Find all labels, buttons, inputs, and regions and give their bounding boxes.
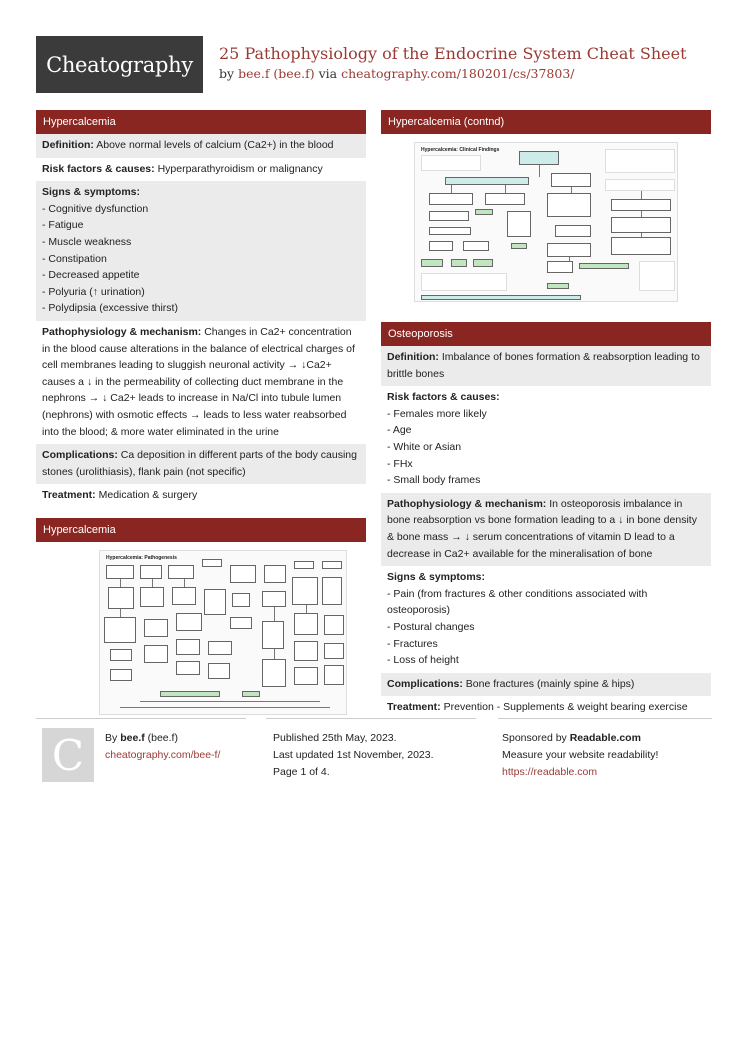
flowchart-connector: [641, 233, 642, 237]
flowchart-node: [104, 617, 136, 643]
list-item: - Fatigue: [42, 219, 84, 232]
flowchart-connector: [274, 607, 275, 621]
flowchart-node: [160, 691, 220, 697]
flowchart-node: [176, 661, 200, 675]
by-prefix: by: [219, 66, 235, 81]
treatment-label: Treatment:: [387, 701, 441, 714]
figure-container: [36, 542, 366, 725]
signs-row: [381, 566, 711, 673]
definition-label: Definition:: [42, 139, 94, 151]
flowchart-node: [324, 665, 344, 685]
author-avatar[interactable]: [42, 728, 94, 782]
complications-text: Bone fractures (mainly spine & hips): [465, 677, 635, 690]
footer-author: [105, 730, 220, 764]
sponsor-line: [502, 730, 658, 747]
flowchart-node: [421, 259, 443, 267]
flowchart-node: [168, 565, 194, 579]
flowchart-node: [262, 659, 286, 687]
list-item: - Polydipsia (excessive thirst): [42, 302, 178, 315]
flowchart-node: [324, 643, 344, 659]
right-column: [381, 110, 711, 730]
list-item: - Cognitive dysfunction: [42, 202, 149, 215]
logo-text: Cheatography: [46, 52, 193, 77]
flowchart-node: [429, 193, 473, 205]
flowchart-node: [611, 237, 671, 255]
flowchart-node: [555, 225, 591, 237]
section-heading: Hypercalcemia (contnd): [381, 110, 711, 134]
page-title: 25 Pathophysiology of the Endocrine System Cheat Sheet: [219, 44, 687, 63]
sponsor-tagline: Measure your website readability!: [502, 749, 659, 761]
flowchart-node: [294, 641, 318, 661]
by-prefix: By: [105, 732, 118, 744]
flowchart-node: [605, 149, 675, 173]
list-item: - Age: [387, 424, 412, 437]
list-item: - Muscle weakness: [42, 235, 132, 248]
flowchart-connector: [569, 257, 570, 261]
list-item: - Loss of height: [387, 654, 459, 667]
flowchart-node: [551, 173, 591, 187]
flowchart-node: [639, 261, 675, 291]
footer-divider: [36, 718, 246, 719]
author-name[interactable]: bee.f: [120, 732, 145, 744]
flowchart-node: [324, 615, 344, 635]
flowchart-node: [262, 621, 284, 649]
cheatography-logo[interactable]: [36, 36, 203, 93]
flowchart-node: [547, 283, 569, 289]
clinical-findings-flowchart: [414, 142, 678, 302]
flowchart-node: [611, 199, 671, 211]
flowchart-node: [429, 241, 453, 251]
complications-label: Complications:: [42, 449, 118, 462]
flowchart-node: [519, 151, 559, 165]
via-text: via: [318, 66, 338, 81]
footer-dates: [273, 730, 434, 781]
treatment-row: [381, 696, 711, 720]
pathophysiology-text: Changes in Ca2+ concentration in the blood cause alterations in the balance of electrical charges of cell membranes leading to sluggish neuronal activity → ↓Ca2+ causes a ↓ in the permeability of collecting duct membrane in the nephrons → ↓ Ca2+ leads to increase in Na/Cl into tubule lumen (nephrons) with osmotic effects → leads to less water reabsorbed into the blood; & more water eliminated in the urine: [42, 325, 355, 438]
pathophysiology-label: Pathophysiology & mechanism:: [387, 497, 547, 510]
flowchart-node: [176, 613, 202, 631]
signs-label: Signs & symptoms:: [42, 186, 141, 199]
avatar-letter: C: [51, 730, 85, 780]
flowchart-node: [230, 565, 256, 583]
definition-row: [381, 346, 711, 386]
pathophysiology-text: In osteoporosis imbalance in bone reabsorption vs bone formation leading to a ↓ in bone density & bone mass → ↓ serum concentrations of vitamin D lead to a decrease in Ca2+ available for the mineralisation of bone: [387, 497, 697, 560]
flowchart-node: [264, 565, 286, 583]
risk-label: Risk factors & causes:: [387, 391, 500, 404]
flowchart-node: [611, 217, 671, 233]
signs-label: Signs & symptoms:: [387, 571, 486, 584]
flowchart-node: [230, 617, 252, 629]
flowchart-connector: [505, 185, 506, 193]
list-item: - Females more likely: [387, 407, 487, 420]
flowchart-node: [605, 179, 675, 191]
flowchart-node: [232, 593, 250, 607]
flowchart-node: [140, 587, 164, 607]
flowchart-connector: [120, 609, 121, 617]
flowchart-connector: [274, 649, 275, 659]
author-link[interactable]: bee.f (bee.f): [238, 66, 315, 81]
sponsor-link[interactable]: https://readable.com: [502, 766, 598, 778]
figure-container: [381, 134, 711, 312]
osteoporosis-section: [381, 322, 711, 720]
flowchart-node: [106, 565, 134, 579]
complications-label: Complications:: [387, 677, 463, 690]
flowchart-node: [176, 639, 200, 655]
flowchart-node: [294, 613, 318, 635]
flowchart-connector: [120, 579, 121, 587]
flowchart-connector: [184, 579, 185, 587]
flowchart-node: [485, 193, 525, 205]
flowchart-node: [547, 193, 591, 217]
flowchart-node: [292, 577, 318, 605]
flowchart-node: [473, 259, 493, 267]
footer-divider: [498, 718, 712, 719]
flowchart-node: [547, 243, 591, 257]
flowchart-node: [421, 273, 507, 291]
risk-text: Hyperparathyroidism or malignancy: [157, 162, 323, 175]
definition-text: Imbalance of bones formation & reabsorption leading to brittle bones: [387, 351, 700, 380]
flowchart-node: [108, 587, 134, 609]
list-item: - Pain (from fractures & other conditions associated with osteoporosis): [387, 587, 648, 617]
sponsor-name[interactable]: Readable.com: [569, 732, 641, 744]
flowchart-node: [421, 155, 481, 171]
flowchart-connector: [120, 707, 330, 708]
footer-sponsor: [502, 730, 658, 781]
flowchart-connector: [152, 579, 153, 587]
flowchart-node: [204, 589, 226, 615]
list-item: - White or Asian: [387, 440, 462, 453]
pathophysiology-row: [36, 321, 366, 444]
flowchart-node: [475, 209, 493, 215]
flowchart-node: [421, 295, 581, 300]
signs-row: [36, 181, 366, 321]
footer-divider: [266, 718, 476, 719]
list-item: - Small body frames: [387, 474, 481, 487]
flowchart-node: [429, 211, 469, 221]
complications-row: [381, 673, 711, 697]
flowchart-node: [242, 691, 260, 697]
definition-row: [36, 134, 366, 158]
published-date: Published 25th May, 2023.: [273, 732, 397, 744]
risk-label: Risk factors & causes:: [42, 162, 155, 175]
flowchart-node: [208, 663, 230, 679]
flowchart-connector: [641, 211, 642, 217]
flowchart-node: [429, 227, 471, 235]
flowchart-node: [507, 211, 531, 237]
list-item: - Decreased appetite: [42, 269, 140, 282]
flowchart-node: [202, 559, 222, 567]
flowchart-connector: [641, 191, 642, 199]
flowchart-node: [322, 561, 342, 569]
flowchart-node: [547, 261, 573, 273]
figure-title: Hypercalcemia: Clinical Findings: [421, 147, 500, 153]
figure-title: Hypercalcemia: Pathogenesis: [106, 554, 177, 561]
flowchart-node: [172, 587, 196, 605]
flowchart-node: [262, 591, 286, 607]
complications-row: [36, 444, 366, 484]
left-column: [36, 110, 366, 735]
treatment-row: [36, 484, 366, 508]
flowchart-connector: [571, 187, 572, 193]
page-number: Page 1 of 4.: [273, 766, 330, 778]
list-item: - Polyuria (↑ urination): [42, 285, 145, 298]
flowchart-node: [144, 645, 168, 663]
flowchart-node: [511, 243, 527, 249]
flowchart-node: [110, 669, 132, 681]
flowchart-node: [208, 641, 232, 655]
author-profile-link[interactable]: cheatography.com/bee-f/: [105, 749, 221, 761]
list-item: - FHx: [387, 457, 413, 470]
list-item: - Fractures: [387, 637, 438, 650]
section-heading: Hypercalcemia: [36, 110, 366, 134]
treatment-label: Treatment:: [42, 489, 96, 502]
list-item: - Postural changes: [387, 620, 475, 633]
flowchart-node: [463, 241, 489, 251]
flowchart-connector: [306, 605, 307, 613]
flowchart-connector: [140, 701, 320, 702]
flowchart-connector: [539, 165, 540, 177]
flowchart-node: [579, 263, 629, 269]
hypercalcemia-contd-section: [381, 110, 711, 312]
flowchart-node: [140, 565, 162, 579]
hypercalcemia-figure-section: [36, 518, 366, 725]
pathogenesis-flowchart: [99, 550, 347, 715]
section-heading: Osteoporosis: [381, 322, 711, 346]
treatment-text: Prevention - Supplements & weight bearing exercise: [443, 701, 688, 714]
flowchart-node: [144, 619, 168, 637]
author-handle: (bee.f): [147, 732, 178, 744]
flowchart-node: [445, 177, 529, 185]
author-line: [105, 730, 220, 747]
page-subtitle: [219, 66, 575, 81]
risk-row: [381, 386, 711, 493]
flowchart-node: [294, 561, 314, 569]
definition-label: Definition:: [387, 351, 439, 363]
list-item: - Constipation: [42, 252, 107, 265]
complications-text: Ca deposition in different parts of the body causing stones (urolithiasis), flank pain (not specific): [42, 449, 357, 478]
treatment-text: Medication & surgery: [98, 489, 198, 502]
flowchart-node: [451, 259, 467, 267]
updated-date: Last updated 1st November, 2023.: [273, 749, 434, 761]
hypercalcemia-section: [36, 110, 366, 508]
section-heading: Hypercalcemia: [36, 518, 366, 542]
flowchart-node: [322, 577, 342, 605]
risk-row: [36, 158, 366, 182]
flowchart-connector: [451, 185, 452, 193]
flowchart-node: [110, 649, 132, 661]
flowchart-node: [294, 667, 318, 685]
sheet-url-link[interactable]: cheatography.com/180201/cs/37803/: [341, 66, 575, 81]
sponsor-prefix: Sponsored by: [502, 732, 567, 744]
definition-text: Above normal levels of calcium (Ca2+) in the blood: [96, 139, 334, 151]
pathophysiology-label: Pathophysiology & mechanism:: [42, 325, 202, 338]
pathophysiology-row: [381, 493, 711, 566]
